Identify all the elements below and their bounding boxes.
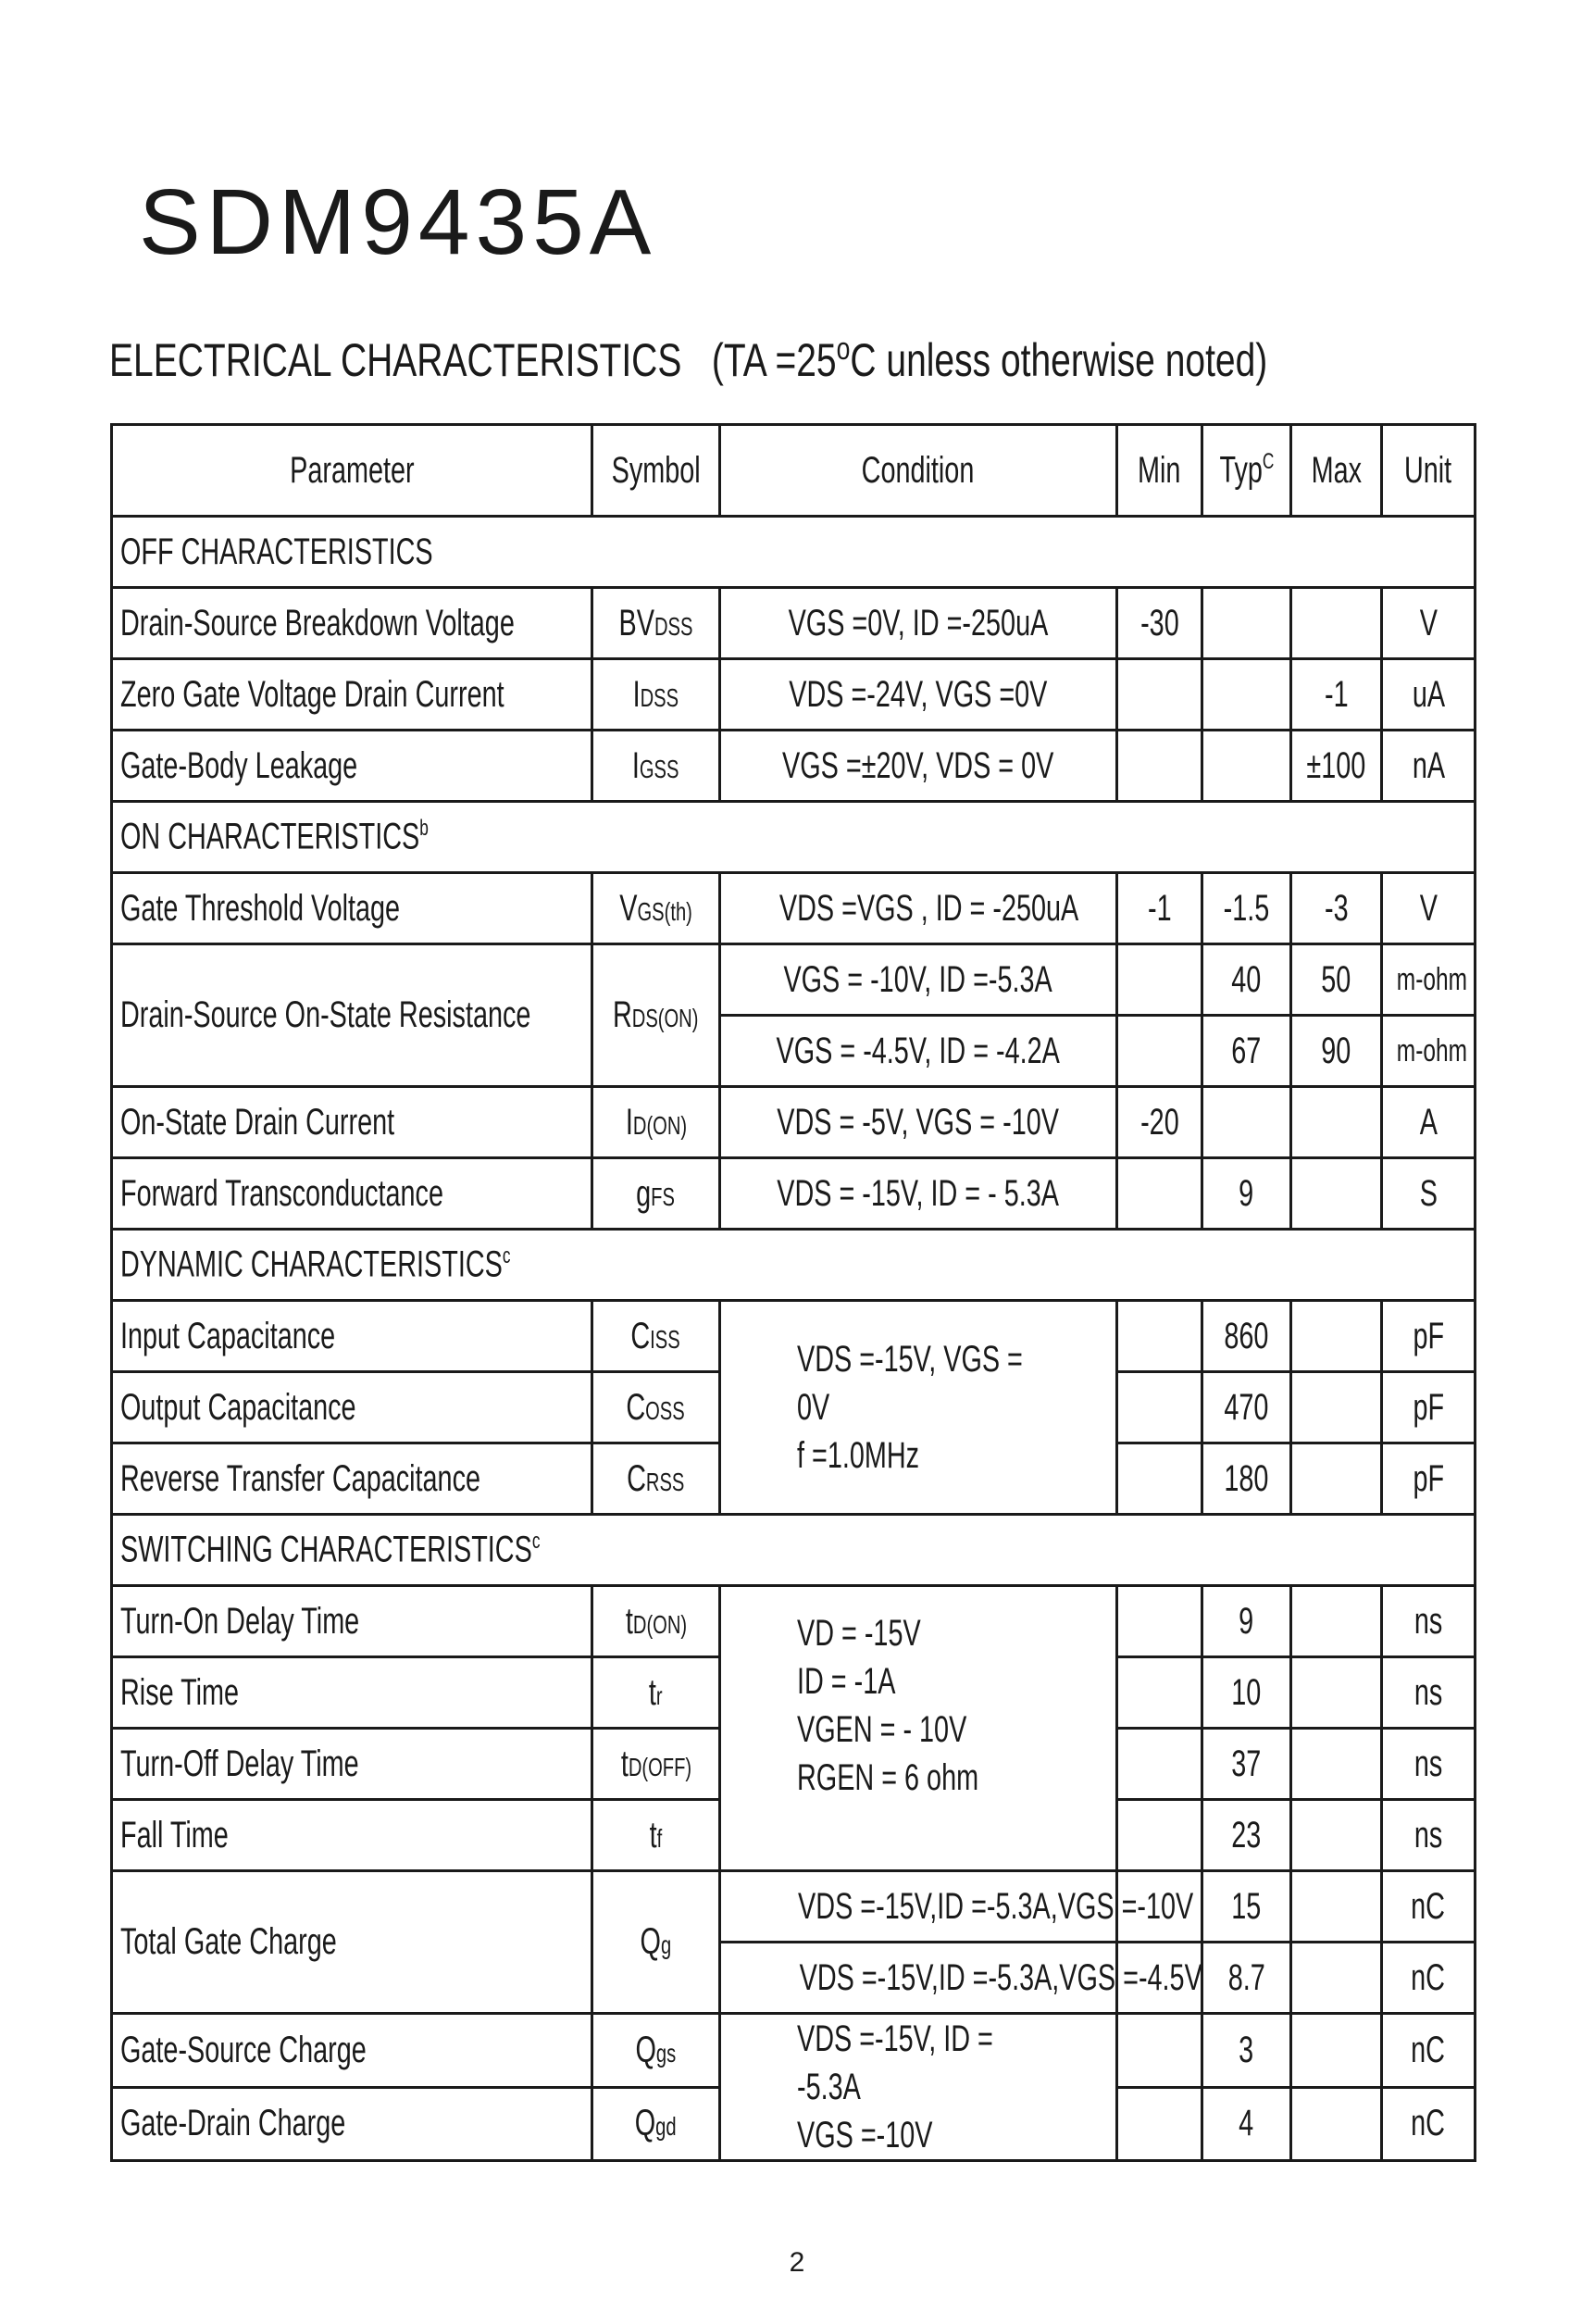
- typ-cell: [1202, 1087, 1291, 1158]
- max-cell: ±100: [1291, 731, 1382, 802]
- typ-cell: 67: [1202, 1016, 1291, 1087]
- min-cell: [1117, 1016, 1202, 1087]
- min-cell: [1117, 1586, 1202, 1657]
- header-condition: Condition: [720, 425, 1117, 517]
- table-row: [112, 1301, 1476, 1372]
- condition-cell: VGS = -10V, ID =-5.3A: [720, 944, 1117, 1016]
- condition-cell: VD = -15V ID = -1A VGEN = - 10V RGEN = 6 ohm: [720, 1586, 1117, 1871]
- table-row: [112, 1087, 1476, 1158]
- param-cell: Output Capacitance: [112, 1372, 592, 1443]
- param-cell: Zero Gate Voltage Drain Current: [112, 659, 592, 731]
- max-cell: -1: [1291, 659, 1382, 731]
- min-cell: -20: [1117, 1087, 1202, 1158]
- max-cell: [1291, 1301, 1382, 1372]
- min-cell: [1117, 944, 1202, 1016]
- condition-cell: VDS = -5V, VGS = -10V: [720, 1087, 1117, 1158]
- condition-cell: VDS =-24V, VGS =0V: [720, 659, 1117, 731]
- min-cell: [1117, 1372, 1202, 1443]
- param-cell: Drain-Source On-State Resistance: [112, 944, 592, 1087]
- table-row: [112, 1158, 1476, 1230]
- typ-cell: 9: [1202, 1586, 1291, 1657]
- param-cell: Gate-Drain Charge: [112, 2087, 592, 2161]
- table-row: [112, 873, 1476, 944]
- min-cell: [1117, 1657, 1202, 1729]
- unit-cell: m-ohm: [1382, 944, 1476, 1016]
- symbol-cell: COSS: [592, 1372, 720, 1443]
- param-cell: On-State Drain Current: [112, 1087, 592, 1158]
- min-cell: [1117, 2014, 1202, 2088]
- condition-cell: VDS =VGS , ID = -250uA: [720, 873, 1117, 944]
- page-number: 2: [789, 2247, 805, 2278]
- param-cell: Gate Threshold Voltage: [112, 873, 592, 944]
- max-cell: [1291, 1943, 1382, 2014]
- param-cell: Gate-Body Leakage: [112, 731, 592, 802]
- symbol-cell: IGSS: [592, 731, 720, 802]
- param-cell: Rise Time: [112, 1657, 592, 1729]
- max-cell: 50: [1291, 944, 1382, 1016]
- typ-cell: 4: [1202, 2087, 1291, 2161]
- min-cell: [1117, 1443, 1202, 1515]
- unit-cell: m-ohm: [1382, 1016, 1476, 1087]
- min-cell: -1: [1117, 873, 1202, 944]
- section-label: SWITCHING CHARACTERISTICS$^c$: [112, 1515, 1476, 1586]
- condition-cell: VGS =0V, ID =-250uA: [720, 588, 1117, 659]
- typ-cell: 180: [1202, 1443, 1291, 1515]
- condition-cell: VDS = -15V, ID = - 5.3A: [720, 1158, 1117, 1230]
- typ-cell: [1202, 588, 1291, 659]
- section-label: ON CHARACTERISTICS$^b$: [112, 802, 1476, 873]
- symbol-cell: Qgs: [592, 2014, 720, 2088]
- section-row-off: [112, 517, 1476, 588]
- typ-cell: 470: [1202, 1372, 1291, 1443]
- unit-cell: A: [1382, 1087, 1476, 1158]
- max-cell: [1291, 1657, 1382, 1729]
- max-cell: [1291, 1800, 1382, 1871]
- section-label: DYNAMIC CHARACTERISTICS$^c$: [112, 1230, 1476, 1301]
- max-cell: [1291, 1158, 1382, 1230]
- symbol-cell: CISS: [592, 1301, 720, 1372]
- typ-cell: 8.7: [1202, 1943, 1291, 2014]
- typ-note: C: [1262, 449, 1274, 475]
- param-cell: Reverse Transfer Capacitance: [112, 1443, 592, 1515]
- typ-cell: 40: [1202, 944, 1291, 1016]
- max-cell: [1291, 1443, 1382, 1515]
- symbol-cell: IDSS: [592, 659, 720, 731]
- unit-cell: V: [1382, 588, 1476, 659]
- unit-cell: S: [1382, 1158, 1476, 1230]
- max-cell: [1291, 1087, 1382, 1158]
- header-min: Min: [1117, 425, 1202, 517]
- param-cell: Turn-On Delay Time: [112, 1586, 592, 1657]
- unit-cell: pF: [1382, 1372, 1476, 1443]
- min-cell: -30: [1117, 588, 1202, 659]
- symbol-cell: Qg: [592, 1871, 720, 2014]
- heading-condition-pre: (TA =25: [711, 334, 837, 386]
- min-cell: [1117, 659, 1202, 731]
- typ-cell: 37: [1202, 1729, 1291, 1800]
- unit-cell: nC: [1382, 1943, 1476, 2014]
- unit-cell: pF: [1382, 1301, 1476, 1372]
- param-cell: Gate-Source Charge: [112, 2014, 592, 2088]
- table-row: [112, 659, 1476, 731]
- table-row: [112, 588, 1476, 659]
- typ-cell: [1202, 659, 1291, 731]
- symbol-cell: tD(ON): [592, 1586, 720, 1657]
- max-cell: -3: [1291, 873, 1382, 944]
- max-cell: [1291, 1586, 1382, 1657]
- header-symbol: Symbol: [592, 425, 720, 517]
- condition-cell: VDS =-15V,ID =-5.3A,VGS =-4.5V: [720, 1943, 1117, 2014]
- min-cell: [1117, 1800, 1202, 1871]
- condition-cell: VGS = -4.5V, ID = -4.2A: [720, 1016, 1117, 1087]
- unit-cell: pF: [1382, 1443, 1476, 1515]
- min-cell: [1117, 1158, 1202, 1230]
- symbol-cell: gFS: [592, 1158, 720, 1230]
- param-cell: Fall Time: [112, 1800, 592, 1871]
- typ-cell: 9: [1202, 1158, 1291, 1230]
- table-row: [112, 731, 1476, 802]
- heading-condition-post: C unless otherwise noted): [850, 334, 1268, 386]
- heading-main: ELECTRICAL CHARACTERISTICS: [109, 334, 682, 386]
- unit-cell: ns: [1382, 1729, 1476, 1800]
- section-row-switching: [112, 1515, 1476, 1586]
- section-row-dynamic: [112, 1230, 1476, 1301]
- typ-cell: 860: [1202, 1301, 1291, 1372]
- typ-cell: 15: [1202, 1871, 1291, 1943]
- unit-cell: ns: [1382, 1657, 1476, 1729]
- table-row: [112, 2014, 1476, 2088]
- electrical-characteristics-table: [110, 423, 1476, 2162]
- symbol-cell: BVDSS: [592, 588, 720, 659]
- unit-cell: nC: [1382, 2014, 1476, 2088]
- symbol-cell: RDS(ON): [592, 944, 720, 1087]
- typ-cell: 10: [1202, 1657, 1291, 1729]
- unit-cell: nC: [1382, 2087, 1476, 2161]
- unit-cell: ns: [1382, 1586, 1476, 1657]
- symbol-cell: tD(OFF): [592, 1729, 720, 1800]
- param-cell: Total Gate Charge: [112, 1871, 592, 2014]
- max-cell: 90: [1291, 1016, 1382, 1087]
- param-cell: Forward Transconductance: [112, 1158, 592, 1230]
- max-cell: [1291, 2014, 1382, 2088]
- max-cell: [1291, 1372, 1382, 1443]
- min-cell: [1117, 731, 1202, 802]
- header-typ: Typ$^C$: [1202, 425, 1291, 517]
- typ-cell: 3: [1202, 2014, 1291, 2088]
- condition-cell: VGS =±20V, VDS = 0V: [720, 731, 1117, 802]
- unit-cell: uA: [1382, 659, 1476, 731]
- section-label: OFF CHARACTERISTICS: [112, 517, 1476, 588]
- document-title: SDM9435A: [139, 170, 657, 274]
- table-row: [112, 944, 1476, 1016]
- condition-cell: VDS =-15V,ID =-5.3A,VGS =-10V: [720, 1871, 1117, 1943]
- max-cell: [1291, 2087, 1382, 2161]
- header-max: Max: [1291, 425, 1382, 517]
- section-row-on: [112, 802, 1476, 873]
- condition-cell: VDS =-15V, ID = -5.3A VGS =-10V: [720, 2014, 1117, 2161]
- param-cell: Drain-Source Breakdown Voltage: [112, 588, 592, 659]
- degree-mark: o: [836, 331, 851, 367]
- unit-cell: nC: [1382, 1871, 1476, 1943]
- param-cell: Turn-Off Delay Time: [112, 1729, 592, 1800]
- table-row: [112, 1586, 1476, 1657]
- header-row: [112, 425, 1476, 517]
- symbol-cell: CRSS: [592, 1443, 720, 1515]
- unit-cell: ns: [1382, 1800, 1476, 1871]
- max-cell: [1291, 588, 1382, 659]
- unit-cell: nA: [1382, 731, 1476, 802]
- header-unit: Unit: [1382, 425, 1476, 517]
- unit-cell: V: [1382, 873, 1476, 944]
- min-cell: [1117, 1729, 1202, 1800]
- table-row: [112, 1871, 1476, 1943]
- symbol-cell: ID(ON): [592, 1087, 720, 1158]
- symbol-cell: tr: [592, 1657, 720, 1729]
- condition-cell: VDS =-15V, VGS = 0V f =1.0MHz: [720, 1301, 1117, 1515]
- symbol-cell: tf: [592, 1800, 720, 1871]
- min-cell: [1117, 2087, 1202, 2161]
- typ-cell: -1.5: [1202, 873, 1291, 944]
- symbol-cell: VGS(th): [592, 873, 720, 944]
- header-parameter: Parameter: [112, 425, 592, 517]
- param-cell: Input Capacitance: [112, 1301, 592, 1372]
- section-heading: [109, 331, 1268, 386]
- max-cell: [1291, 1729, 1382, 1800]
- typ-cell: [1202, 731, 1291, 802]
- typ-cell: 23: [1202, 1800, 1291, 1871]
- symbol-cell: Qgd: [592, 2087, 720, 2161]
- min-cell: [1117, 1301, 1202, 1372]
- max-cell: [1291, 1871, 1382, 1943]
